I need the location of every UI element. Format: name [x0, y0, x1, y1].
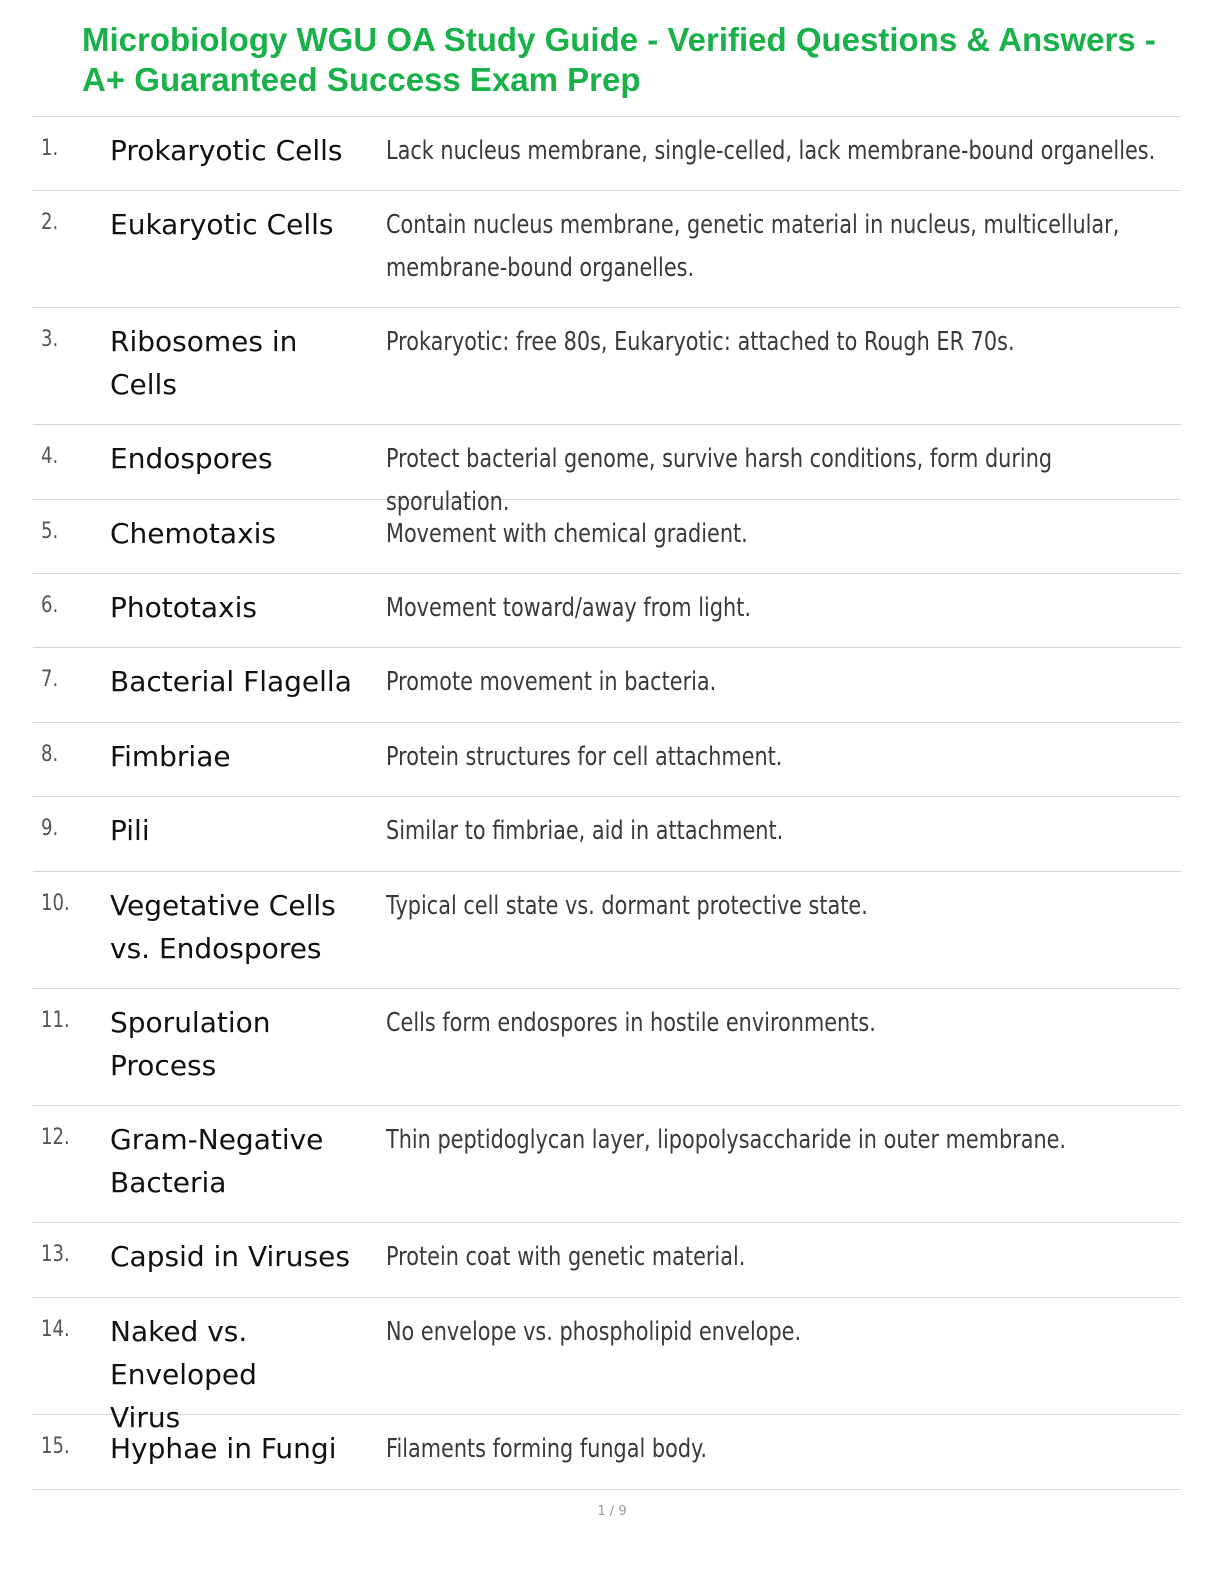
item-number: 9.	[41, 816, 59, 841]
item-number: 13.	[41, 1242, 70, 1267]
item-number: 4.	[41, 444, 59, 469]
qa-list	[33, 117, 1181, 1490]
item-term: Prokaryotic Cells	[110, 134, 343, 167]
page-indicator: 1 / 9	[597, 1504, 627, 1519]
item-term: Sporulation Process	[110, 1006, 271, 1082]
item-number: 2.	[41, 210, 59, 235]
item-definition: Promote movement in bacteria.	[386, 667, 717, 697]
qa-row	[33, 797, 1181, 872]
qa-row	[33, 1298, 1181, 1434]
item-definition: Cells form endospores in hostile environments.	[386, 1008, 876, 1038]
item-definition: Contain nucleus membrane, genetic material in nucleus, multicellular, membrane-bound organelles.	[386, 210, 1120, 283]
item-term: Ribosomes in Cells	[110, 325, 298, 401]
item-term: Pili	[110, 814, 150, 847]
item-term: Endospores	[110, 442, 273, 475]
item-definition: Movement toward/away from light.	[386, 593, 751, 623]
qa-row	[33, 648, 1181, 723]
item-term: Chemotaxis	[110, 517, 277, 550]
item-definition: Similar to fimbriae, aid in attachment.	[386, 816, 784, 846]
item-definition: Protein structures for cell attachment.	[386, 742, 783, 772]
item-number: 8.	[41, 742, 59, 767]
item-number: 5.	[41, 519, 59, 544]
qa-row	[33, 872, 1181, 989]
qa-row	[33, 117, 1181, 191]
item-definition: Lack nucleus membrane, single-celled, lack membrane-bound organelles.	[386, 136, 1156, 166]
qa-row	[33, 425, 1181, 517]
item-number: 14.	[41, 1317, 70, 1342]
item-term: Capsid in Viruses	[110, 1240, 350, 1273]
item-term: Naked vs. Enveloped Virus	[110, 1315, 257, 1434]
item-number: 3.	[41, 327, 59, 352]
item-definition: Protect bacterial genome, survive harsh conditions, form during sporulation.	[386, 444, 1053, 517]
qa-row	[33, 1223, 1181, 1298]
item-term: Fimbriae	[110, 740, 231, 773]
item-number: 12.	[41, 1125, 70, 1150]
item-definition: Thin peptidoglycan layer, lipopolysaccharide in outer membrane.	[386, 1125, 1067, 1155]
item-term: Vegetative Cells vs. Endospores	[110, 889, 336, 965]
qa-row	[33, 1415, 1181, 1490]
qa-row	[33, 500, 1181, 574]
item-number: 15.	[41, 1434, 70, 1459]
item-number: 1.	[41, 136, 59, 161]
item-term: Phototaxis	[110, 591, 257, 624]
page-title: Microbiology WGU OA Study Guide - Verified Questions & Answers - A+ Guaranteed Success Exam Prep	[82, 21, 1156, 98]
item-definition: Protein coat with genetic material.	[386, 1242, 746, 1272]
qa-row	[33, 1106, 1181, 1223]
qa-row	[33, 574, 1181, 648]
item-term: Eukaryotic Cells	[110, 208, 334, 241]
item-definition: Typical cell state vs. dormant protective state.	[386, 891, 868, 921]
item-number: 7.	[41, 667, 59, 692]
qa-row	[33, 989, 1181, 1106]
item-number: 10.	[41, 891, 70, 916]
item-definition: Filaments forming fungal body.	[386, 1434, 707, 1464]
item-number: 11.	[41, 1008, 70, 1033]
item-definition: No envelope vs. phospholipid envelope.	[386, 1317, 802, 1347]
item-term: Gram-Negative Bacteria	[110, 1123, 324, 1199]
item-number: 6.	[41, 593, 59, 618]
qa-row	[33, 191, 1181, 308]
qa-row	[33, 723, 1181, 797]
item-definition: Movement with chemical gradient.	[386, 519, 748, 549]
item-term: Bacterial Flagella	[110, 665, 352, 698]
item-term: Hyphae in Fungi	[110, 1432, 337, 1465]
item-definition: Prokaryotic: free 80s, Eukaryotic: attached to Rough ER 70s.	[386, 327, 1015, 357]
qa-row	[33, 308, 1181, 425]
